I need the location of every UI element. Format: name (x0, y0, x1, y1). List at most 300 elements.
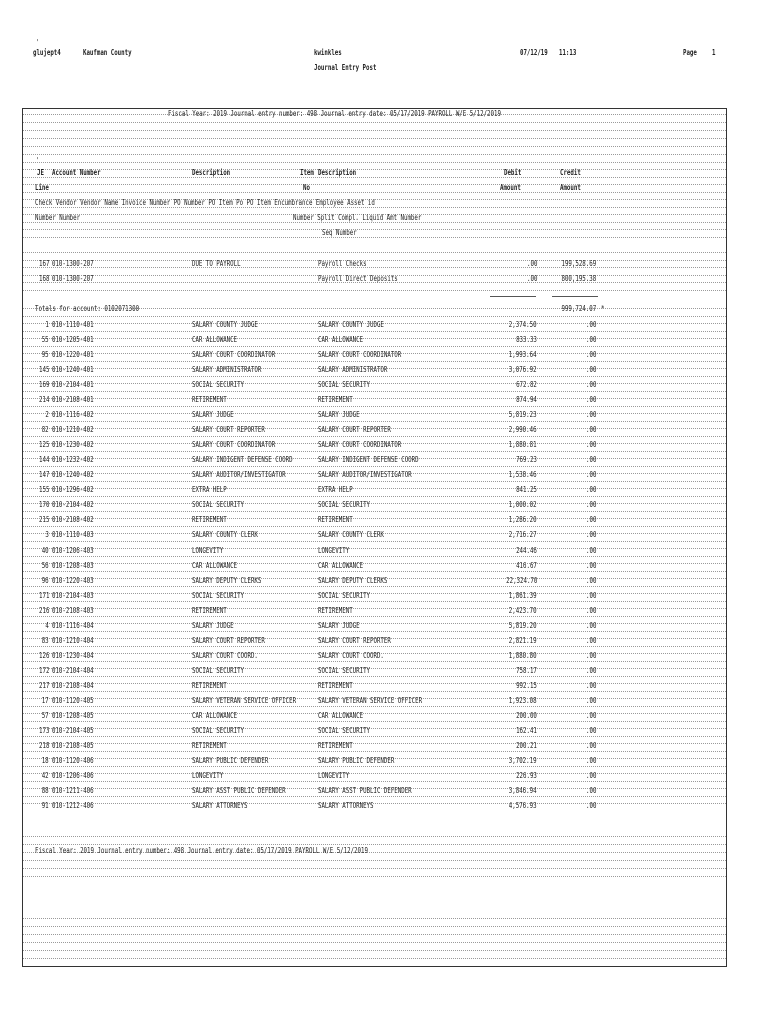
line-description: CAR ALLOWANCE (192, 710, 238, 720)
credit-amount: .00 (585, 545, 596, 555)
report-date: 07/12/19 (520, 48, 548, 57)
account-number: 010-1210-402 (52, 425, 94, 435)
account-number: 010-1210-404 (52, 635, 94, 645)
account-number: 010-1208-405 (52, 710, 94, 720)
totals-credit: 999,724.07 (561, 304, 596, 313)
dotted-line (23, 616, 726, 617)
dotted-line (23, 868, 726, 869)
dotted-line (23, 942, 726, 943)
dotted-line (23, 192, 726, 193)
je-line-number: 144 (38, 455, 49, 465)
item-description: RETIREMENT (318, 605, 353, 615)
item-description: CAR ALLOWANCE (318, 335, 364, 344)
col-debit-amount: Amount (500, 183, 521, 192)
account-number: 010-1120-405 (52, 695, 94, 705)
je-line-number: 167 (38, 259, 49, 268)
credit-amount: .00 (585, 425, 596, 435)
credit-amount: .00 (585, 635, 596, 645)
credit-amount: .00 (585, 605, 596, 615)
debit-amount: 1,286.20 (509, 515, 537, 525)
je-line-number: 40 (42, 545, 49, 555)
item-description: RETIREMENT (318, 680, 353, 690)
debit-amount: 162.41 (516, 725, 537, 735)
dotted-line (23, 691, 726, 692)
credit-amount: .00 (585, 725, 596, 735)
je-line-number: 170 (38, 500, 49, 510)
report-time: 11:13 (559, 48, 577, 57)
dotted-line (23, 162, 726, 163)
dotted-line (23, 260, 726, 261)
line-description: SALARY INDIGENT DEFENSE COORD (192, 455, 293, 465)
dotted-line (23, 623, 726, 624)
line-description: CAR ALLOWANCE (192, 335, 238, 344)
line-description: LONGEVITY (192, 770, 224, 780)
dotted-line (23, 934, 726, 935)
account-number: 010-2104-401 (52, 380, 94, 390)
line-description: SALARY COUNTY JUDGE (192, 320, 258, 329)
credit-amount: .00 (585, 590, 596, 600)
je-line-number: 173 (38, 725, 49, 735)
account-number: 010-1300-207 (52, 259, 94, 268)
credit-amount: .00 (585, 455, 596, 465)
debit-amount: 2,821.19 (509, 635, 537, 645)
dotted-line (23, 316, 726, 317)
dotted-line (23, 773, 726, 774)
credit-amount: .00 (585, 650, 596, 660)
item-description: SALARY COURT REPORTER (318, 425, 391, 435)
dotted-line (23, 876, 726, 877)
debit-amount: 1,880.81 (509, 440, 537, 450)
item-description: SALARY AUDITOR/INVESTIGATOR (318, 470, 412, 480)
je-line-number: 83 (42, 635, 49, 645)
dotted-line (23, 646, 726, 647)
dotted-line (23, 130, 726, 131)
item-description: RETIREMENT (318, 515, 353, 525)
dotted-line (23, 918, 726, 919)
credit-amount: .00 (585, 695, 596, 705)
item-description: SOCIAL SECURITY (318, 380, 371, 390)
column-header-marker: ' (36, 156, 40, 165)
credit-amount: .00 (585, 770, 596, 780)
je-line-number: 125 (38, 440, 49, 450)
credit-amount: .00 (585, 335, 596, 344)
credit-amount: .00 (585, 515, 596, 525)
debit-amount: 200.21 (516, 740, 537, 750)
credit-amount: 199,528.69 (561, 259, 596, 268)
line-description: SALARY ADMINISTRATOR (192, 365, 262, 375)
credit-amount: .00 (585, 380, 596, 390)
report-id: glujept4 (33, 48, 61, 57)
dotted-line (23, 571, 726, 572)
debit-amount: 3,076.92 (509, 365, 537, 375)
dotted-line (23, 496, 726, 497)
debit-amount: 874.94 (516, 395, 537, 405)
credit-amount: .00 (585, 665, 596, 675)
item-description: SALARY ASST PUBLIC DEFENDER (318, 785, 412, 795)
debit-amount: 200.00 (516, 710, 537, 720)
item-description: SALARY COURT COORDINATOR (318, 350, 402, 360)
dotted-line (23, 751, 726, 752)
account-number: 010-1211-406 (52, 785, 94, 795)
dotted-line (23, 803, 726, 804)
debit-amount: 226.93 (516, 770, 537, 780)
account-number: 010-1240-401 (52, 365, 94, 375)
credit-amount: .00 (585, 485, 596, 495)
col-line: Line (35, 183, 49, 192)
credit-amount: .00 (585, 680, 596, 690)
dotted-line (23, 743, 726, 744)
debit-amount: 5,819.20 (509, 620, 537, 630)
dotted-line (23, 267, 726, 268)
item-description: SALARY INDIGENT DEFENSE COORD (318, 455, 419, 465)
je-line-number: 145 (38, 365, 49, 375)
credit-amount: .00 (585, 710, 596, 720)
line-description: SALARY COURT REPORTER (192, 425, 265, 435)
line-description: SALARY JUDGE (192, 410, 234, 420)
dotted-line (23, 413, 726, 414)
page-label: Page (683, 48, 697, 57)
je-line-number: 88 (42, 785, 49, 795)
dotted-line (23, 518, 726, 519)
line-description: SOCIAL SECURITY (192, 665, 245, 675)
account-number: 010-1116-402 (52, 410, 94, 420)
line-description: SALARY COURT COORD. (192, 650, 258, 660)
credit-amount: .00 (585, 320, 596, 329)
col-item: Item (300, 168, 314, 177)
dotted-line (23, 721, 726, 722)
item-description: SALARY DEPUTY CLERKS (318, 575, 388, 585)
debit-amount: 2,990.46 (509, 425, 537, 435)
dotted-line (23, 511, 726, 512)
je-line-number: 1 (45, 320, 49, 329)
account-number: 010-1240-402 (52, 470, 94, 480)
account-number: 010-2108-403 (52, 605, 94, 615)
line-description: SOCIAL SECURITY (192, 725, 245, 735)
debit-amount: 22,324.70 (505, 575, 537, 585)
col-no: No (303, 183, 310, 192)
je-line-number: 217 (38, 680, 49, 690)
credit-amount: .00 (585, 740, 596, 750)
line-description: SALARY VETERAN SERVICE OFFICER (192, 695, 297, 705)
totals-flag: * (601, 304, 605, 313)
col-credit-amount: Amount (560, 183, 581, 192)
dotted-line (23, 376, 726, 377)
credit-amount: .00 (585, 440, 596, 450)
credit-amount: .00 (585, 500, 596, 510)
item-description: SALARY JUDGE (318, 620, 360, 630)
item-description: CAR ALLOWANCE (318, 710, 364, 720)
dotted-line (23, 436, 726, 437)
item-description: SOCIAL SECURITY (318, 500, 371, 510)
account-number: 010-1230-404 (52, 650, 94, 660)
account-number: 010-1208-403 (52, 560, 94, 570)
dotted-line (23, 601, 726, 602)
je-line-number: 96 (42, 575, 49, 585)
dotted-line (23, 383, 726, 384)
item-description: SALARY COURT COORDINATOR (318, 440, 402, 450)
je-line-number: 95 (42, 350, 49, 360)
credit-amount: .00 (585, 470, 596, 480)
je-line-number: 42 (42, 770, 49, 780)
account-number: 010-2104-404 (52, 665, 94, 675)
je-line-number: 169 (38, 380, 49, 390)
je-line-number: 17 (42, 695, 49, 705)
je-line-number: 82 (42, 425, 49, 435)
line-description: RETIREMENT (192, 515, 227, 525)
je-line-number: 215 (38, 515, 49, 525)
credit-amount: .00 (585, 395, 596, 405)
credit-amount: .00 (585, 785, 596, 795)
account-number: 010-2108-401 (52, 395, 94, 405)
debit-amount: 1,538.46 (509, 470, 537, 480)
col-number-row-left: Number Number (35, 213, 81, 222)
je-line-number: 4 (45, 620, 49, 630)
je-line-number: 126 (38, 650, 49, 660)
county-name: Kaufman County (83, 48, 132, 57)
line-description: CAR ALLOWANCE (192, 560, 238, 570)
col-account-number: Account Number (52, 168, 101, 177)
col-credit: Credit (560, 168, 581, 177)
col-seq-number: Seq Number (322, 228, 357, 237)
je-line-number: 216 (38, 605, 49, 615)
account-number: 010-1212-406 (52, 801, 94, 810)
je-line-number: 2 (45, 410, 49, 420)
account-number: 010-2108-405 (52, 740, 94, 750)
dotted-line (23, 503, 726, 504)
dotted-line (23, 338, 726, 339)
item-description: SALARY COUNTY CLERK (318, 530, 384, 540)
dotted-line (23, 608, 726, 609)
je-line-number: 218 (38, 740, 49, 750)
credit-total-rule (552, 296, 598, 297)
debit-amount: 2,374.50 (509, 320, 537, 329)
dotted-line (23, 331, 726, 332)
credit-amount: .00 (585, 755, 596, 765)
je-line-number: 168 (38, 274, 49, 283)
je-line-number: 147 (38, 470, 49, 480)
item-description: SOCIAL SECURITY (318, 590, 371, 600)
credit-amount: .00 (585, 530, 596, 540)
dotted-line (23, 391, 726, 392)
account-number: 010-1206-403 (52, 545, 94, 555)
debit-amount: 5,819.23 (509, 410, 537, 420)
item-description: SALARY ADMINISTRATOR (318, 365, 388, 375)
dotted-line (23, 586, 726, 587)
line-description: SALARY JUDGE (192, 620, 234, 630)
item-description: Payroll Checks (318, 259, 367, 268)
credit-amount: 800,195.38 (561, 274, 596, 283)
dotted-line (23, 252, 726, 253)
totals-label: Totals for account: 0102071300 (35, 304, 140, 313)
account-number: 010-1232-402 (52, 455, 94, 465)
dotted-line (23, 713, 726, 714)
item-description: LONGEVITY (318, 545, 350, 555)
dotted-line (23, 631, 726, 632)
item-description: SALARY COUNTY JUDGE (318, 320, 384, 329)
account-number: 010-1110-403 (52, 530, 94, 540)
credit-amount: .00 (585, 365, 596, 375)
credit-amount: .00 (585, 350, 596, 360)
je-line-number: 3 (45, 530, 49, 540)
dotted-line (23, 361, 726, 362)
dotted-line (23, 593, 726, 594)
item-description: LONGEVITY (318, 770, 350, 780)
report-title: Journal Entry Post (314, 63, 377, 72)
dotted-line (23, 138, 726, 139)
dotted-line (23, 958, 726, 959)
debit-amount: 1,861.39 (509, 590, 537, 600)
debit-amount: .00 (526, 259, 537, 268)
dotted-line (23, 488, 726, 489)
account-number: 010-2104-403 (52, 590, 94, 600)
line-description: RETIREMENT (192, 680, 227, 690)
account-number: 010-2108-404 (52, 680, 94, 690)
account-number: 010-2108-402 (52, 515, 94, 525)
debit-amount: 769.23 (516, 455, 537, 465)
debit-amount: .00 (526, 274, 537, 283)
item-description: RETIREMENT (318, 740, 353, 750)
col-debit: Debit (504, 168, 522, 177)
debit-total-rule (490, 296, 536, 297)
account-number: 010-1206-406 (52, 770, 94, 780)
dotted-line (23, 728, 726, 729)
credit-amount: .00 (585, 620, 596, 630)
line-description: SOCIAL SECURITY (192, 380, 245, 390)
dotted-line (23, 237, 726, 238)
dotted-line (23, 451, 726, 452)
line-description: DUE TO PAYROLL (192, 259, 241, 268)
line-description: RETIREMENT (192, 605, 227, 615)
debit-amount: 1,880.80 (509, 650, 537, 660)
dotted-line (23, 556, 726, 557)
dotted-line (23, 860, 726, 861)
debit-amount: 672.82 (516, 380, 537, 390)
item-description: SOCIAL SECURITY (318, 665, 371, 675)
dotted-line (23, 177, 726, 178)
page-number: 1 (712, 48, 716, 57)
je-line-number: 155 (38, 485, 49, 495)
dotted-line (23, 421, 726, 422)
fiscal-banner: Fiscal Year: 2019 Journal entry number: 498 Journal entry date: 05/17/2019 PAYROLL W/E 5/12/2019 (168, 109, 501, 118)
dotted-line (23, 844, 726, 845)
line-description: SALARY COURT COORDINATOR (192, 350, 276, 360)
col-item-description: Description (318, 168, 357, 177)
dotted-line (23, 229, 726, 230)
item-description: SALARY ATTORNEYS (318, 801, 374, 810)
debit-amount: 1,000.02 (509, 500, 537, 510)
account-number: 010-1120-406 (52, 755, 94, 765)
dotted-line (23, 154, 726, 155)
debit-amount: 833.33 (516, 335, 537, 344)
dotted-line (23, 466, 726, 467)
account-number: 010-1230-402 (52, 440, 94, 450)
line-description: SALARY ATTORNEYS (192, 801, 248, 810)
account-number: 010-1220-401 (52, 350, 94, 360)
account-number: 010-1296-402 (52, 485, 94, 495)
line-description: SALARY COURT COORDINATOR (192, 440, 276, 450)
item-description: EXTRA HELP (318, 485, 353, 495)
dotted-line (23, 481, 726, 482)
line-description: SOCIAL SECURITY (192, 590, 245, 600)
debit-amount: 758.17 (516, 665, 537, 675)
corner-marker: ' (36, 38, 40, 47)
account-number: 010-1300-207 (52, 274, 94, 283)
line-description: SALARY PUBLIC DEFENDER (192, 755, 269, 765)
je-line-number: 56 (42, 560, 49, 570)
debit-amount: 1,993.64 (509, 350, 537, 360)
dotted-line (23, 290, 726, 291)
footer-fiscal-banner: Fiscal Year: 2019 Journal entry number: 498 Journal entry date: 05/17/2019 PAYROLL W/E 5/12/2019 (35, 846, 368, 855)
item-description: Payroll Direct Deposits (318, 274, 398, 283)
dotted-line (23, 169, 726, 170)
debit-amount: 992.15 (516, 680, 537, 690)
line-description: SALARY DEPUTY CLERKS (192, 575, 262, 585)
dotted-line (23, 926, 726, 927)
dotted-line (23, 541, 726, 542)
dotted-line (23, 346, 726, 347)
dotted-line (23, 683, 726, 684)
line-description: SALARY AUDITOR/INVESTIGATOR (192, 470, 286, 480)
credit-amount: .00 (585, 410, 596, 420)
dotted-line (23, 676, 726, 677)
account-number: 010-1116-404 (52, 620, 94, 630)
je-line-number: 91 (42, 801, 49, 810)
account-number: 010-1220-403 (52, 575, 94, 585)
je-line-number: 172 (38, 665, 49, 675)
credit-amount: .00 (585, 801, 596, 810)
line-description: SOCIAL SECURITY (192, 500, 245, 510)
item-description: SALARY COURT COORD. (318, 650, 384, 660)
dotted-line (23, 398, 726, 399)
debit-amount: 3,846.94 (509, 785, 537, 795)
dotted-line (23, 950, 726, 951)
item-description: SALARY VETERAN SERVICE OFFICER (318, 695, 423, 705)
dotted-line (23, 526, 726, 527)
user-name: kwinkles (314, 48, 342, 57)
je-line-number: 18 (42, 755, 49, 765)
account-number: 010-1110-401 (52, 320, 94, 329)
item-description: SALARY COURT REPORTER (318, 635, 391, 645)
je-line-number: 171 (38, 590, 49, 600)
item-description: RETIREMENT (318, 395, 353, 405)
debit-amount: 2,716.27 (509, 530, 537, 540)
credit-amount: .00 (585, 560, 596, 570)
line-description: RETIREMENT (192, 740, 227, 750)
dotted-line (23, 736, 726, 737)
dotted-line (23, 563, 726, 564)
debit-amount: 2,423.70 (509, 605, 537, 615)
item-description: SALARY PUBLIC DEFENDER (318, 755, 395, 765)
dotted-line (23, 184, 726, 185)
col-je: JE (37, 168, 44, 177)
je-line-number: 57 (42, 710, 49, 720)
account-number: 010-1205-401 (52, 335, 94, 344)
dotted-line (23, 406, 726, 407)
credit-amount: .00 (585, 575, 596, 585)
col-check-vendor-row: Check Vendor Vendor Name Invoice Number PO Number PO Item Po PO Item Encumbrance Employee Asset id (35, 198, 375, 207)
item-description: SOCIAL SECURITY (318, 725, 371, 735)
col-number-row-right: Number Split Compl. Liquid Amt Number (293, 213, 422, 222)
debit-amount: 244.46 (516, 545, 537, 555)
je-line-number: 55 (42, 335, 49, 344)
account-number: 010-2104-405 (52, 725, 94, 735)
debit-amount: 416.67 (516, 560, 537, 570)
dotted-line (23, 836, 726, 837)
line-description: SALARY COURT REPORTER (192, 635, 265, 645)
line-description: SALARY COUNTY CLERK (192, 530, 258, 540)
debit-amount: 1,923.08 (509, 695, 537, 705)
dotted-line (23, 781, 726, 782)
